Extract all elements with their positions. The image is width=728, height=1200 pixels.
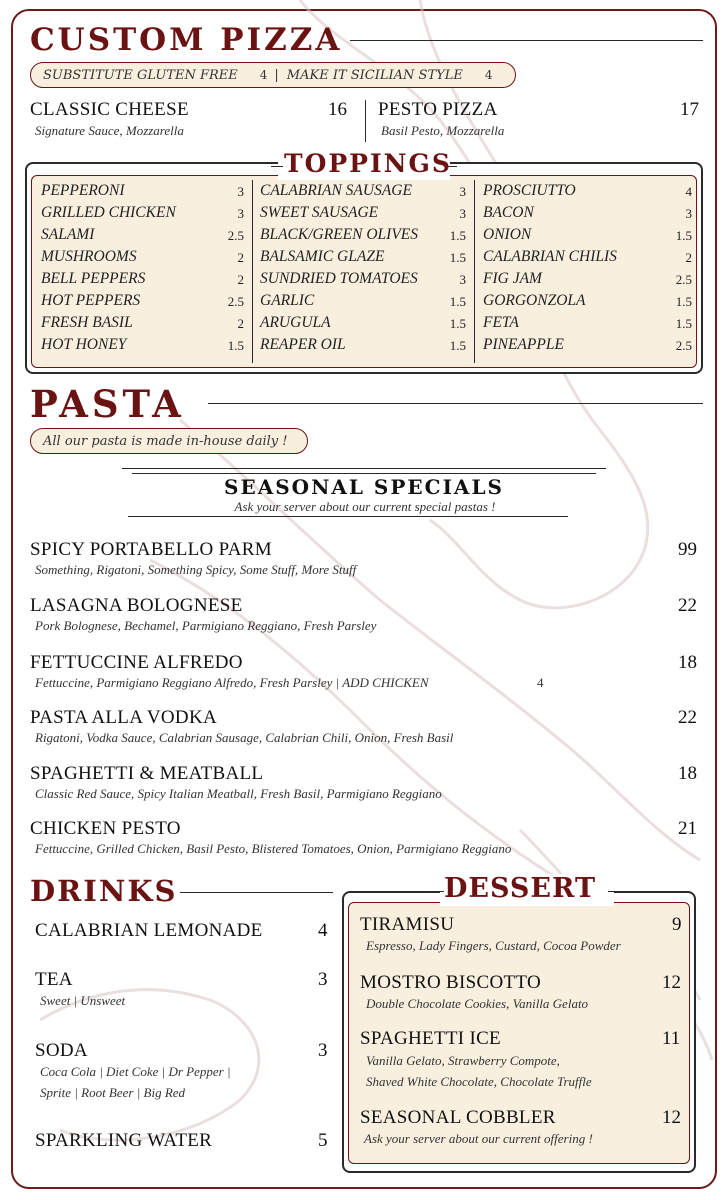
dessert-desc: Vanilla Gelato, Strawberry Compote, [366, 1053, 560, 1068]
dessert-name: TIRAMISU [360, 914, 455, 935]
dessert-price: 9 [672, 914, 682, 935]
pizza-name: PESTO PIZZA [378, 99, 498, 120]
drink-desc: Sweet | Unsweet [40, 993, 126, 1008]
drinks-heading-rule [180, 892, 333, 893]
topping-name: FIG JAM [483, 270, 542, 287]
pasta-name: PASTA ALLA VODKA [30, 707, 217, 728]
pasta-desc: Classic Red Sauce, Spicy Italian Meatball, Fresh Basil, Parmigiano Reggiano [35, 786, 442, 801]
topping-price: 1.5 [449, 250, 466, 265]
pasta-desc: Rigatoni, Vodka Sauce, Calabrian Sausage, Calabrian Chili, Onion, Fresh Basil [35, 730, 454, 745]
topping-price: 3 [237, 206, 244, 221]
pasta-price: 18 [678, 763, 697, 784]
dessert-heading: DESSERT [444, 873, 597, 904]
custom-pizza-heading-rule [350, 40, 703, 41]
drink-name: SODA [35, 1040, 88, 1061]
pasta-heading: PASTA [30, 382, 185, 426]
dessert-heading-rule-right [608, 891, 620, 892]
gluten-free-price: 4 [259, 68, 268, 82]
gluten-free-label: SUBSTITUTE GLUTEN FREE [43, 67, 238, 83]
pasta-price: 18 [678, 652, 697, 673]
dessert-desc: Espresso, Lady Fingers, Custard, Cocoa Powder [366, 938, 621, 953]
drink-price: 3 [318, 969, 328, 990]
topping-name: GARLIC [260, 292, 315, 309]
pasta-heading-rule [208, 403, 703, 404]
custom-pizza-heading: CUSTOM PIZZA [30, 22, 343, 58]
topping-name: PROSCIUTTO [483, 182, 576, 199]
topping-name: SWEET SAUSAGE [260, 204, 379, 221]
topping-name: BALSAMIC GLAZE [260, 248, 385, 265]
options-separator: | [274, 67, 279, 83]
topping-price: 2 [237, 272, 244, 287]
topping-price: 2 [237, 250, 244, 265]
topping-name: GRILLED CHICKEN [41, 204, 176, 221]
seasonal-specials-heading: SEASONAL SPECIALS [224, 475, 504, 499]
pasta-desc: Pork Bolognese, Bechamel, Parmigiano Reggiano, Fresh Parsley [35, 618, 377, 633]
dessert-name: MOSTRO BISCOTTO [360, 972, 541, 993]
toppings-heading-rule-left [271, 166, 283, 167]
pasta-price: 22 [678, 595, 697, 616]
dessert-name: SEASONAL COBBLER [360, 1107, 556, 1128]
topping-price: 1.5 [449, 294, 466, 309]
topping-name: BELL PEPPERS [41, 270, 146, 287]
pasta-price: 22 [678, 707, 697, 728]
drink-price: 4 [318, 920, 328, 941]
drink-name: SPARKLING WATER [35, 1130, 213, 1151]
pasta-price: 21 [678, 818, 697, 839]
topping-price: 1.5 [449, 316, 466, 331]
pizza-price: 16 [328, 99, 347, 120]
pasta-addon-price: 4 [537, 675, 544, 690]
topping-name: BLACK/GREEN OLIVES [260, 226, 419, 243]
topping-price: 2.5 [675, 272, 692, 287]
topping-price: 1.5 [227, 338, 244, 353]
drink-name: TEA [35, 969, 73, 990]
dessert-price: 12 [662, 1107, 681, 1128]
topping-name: ONION [483, 226, 532, 243]
topping-price: 3 [459, 184, 466, 199]
dessert-heading-rule-left [432, 891, 444, 892]
topping-name: PEPPERONI [41, 182, 125, 199]
topping-name: SALAMI [41, 226, 95, 243]
dessert-price: 11 [662, 1028, 681, 1049]
topping-price: 3 [237, 184, 244, 199]
topping-price: 1.5 [449, 228, 466, 243]
drink-price: 3 [318, 1040, 328, 1061]
toppings-col-divider [474, 180, 475, 363]
sicilian-style-price: 4 [484, 68, 493, 82]
pasta-note: All our pasta is made in-house daily ! [43, 433, 288, 449]
topping-price: 1.5 [675, 228, 692, 243]
topping-name: HOT HONEY [41, 336, 127, 353]
drinks-heading: DRINKS [30, 874, 178, 908]
drink-desc: Sprite | Root Beer | Big Red [40, 1085, 186, 1100]
pizza-divider [365, 100, 366, 142]
topping-price: 3 [459, 272, 466, 287]
topping-name: MUSHROOMS [41, 248, 137, 265]
topping-price: 2.5 [675, 338, 692, 353]
topping-name: ARUGULA [260, 314, 331, 331]
seasonal-rule-top [122, 468, 606, 469]
topping-price: 1.5 [675, 294, 692, 309]
topping-name: REAPER OIL [260, 336, 346, 353]
pizza-name: CLASSIC CHEESE [30, 99, 189, 120]
pasta-name: FETTUCCINE ALFREDO [30, 652, 243, 673]
pizza-desc: Basil Pesto, Mozzarella [381, 123, 505, 138]
pasta-desc: Fettuccine, Grilled Chicken, Basil Pesto, Blistered Tomatoes, Onion, Parmigiano Reggiano [35, 841, 512, 856]
toppings-heading: TOPPINGS [284, 149, 452, 178]
dessert-desc: Double Chocolate Cookies, Vanilla Gelato [366, 996, 589, 1011]
topping-name: FETA [483, 314, 519, 331]
seasonal-rule-bottom [128, 516, 568, 517]
topping-name: BACON [483, 204, 534, 221]
topping-price: 2 [685, 250, 692, 265]
dessert-desc: Ask your server about our current offering ! [364, 1131, 593, 1146]
seasonal-rule-top [132, 473, 596, 474]
topping-name: CALABRIAN SAUSAGE [260, 182, 412, 199]
topping-price: 3 [459, 206, 466, 221]
topping-name: HOT PEPPERS [41, 292, 141, 309]
drink-name: CALABRIAN LEMONADE [35, 920, 263, 941]
topping-name: SUNDRIED TOMATOES [260, 270, 418, 287]
topping-name: PINEAPPLE [483, 336, 564, 353]
topping-name: CALABRIAN CHILIS [483, 248, 617, 265]
pizza-price: 17 [680, 99, 699, 120]
toppings-col-divider [252, 180, 253, 363]
drink-desc: Coca Cola | Diet Coke | Dr Pepper | [40, 1064, 231, 1079]
dessert-desc: Shaved White Chocolate, Chocolate Truffle [366, 1074, 592, 1089]
dessert-price: 12 [662, 972, 681, 993]
topping-name: GORGONZOLA [483, 292, 586, 309]
topping-price: 3 [685, 206, 692, 221]
topping-price: 2 [237, 316, 244, 331]
topping-price: 1.5 [449, 338, 466, 353]
pasta-name: SPICY PORTABELLO PARM [30, 539, 272, 560]
topping-name: FRESH BASIL [41, 314, 133, 331]
sicilian-style-label: MAKE IT SICILIAN STYLE [286, 67, 463, 83]
seasonal-specials-sub: Ask your server about our current special pastas ! [234, 499, 496, 514]
dessert-name: SPAGHETTI ICE [360, 1028, 501, 1049]
topping-price: 4 [685, 184, 692, 199]
pasta-name: CHICKEN PESTO [30, 818, 181, 839]
pasta-note-pill [30, 428, 308, 454]
topping-price: 1.5 [675, 316, 692, 331]
pasta-desc: Fettuccine, Parmigiano Reggiano Alfredo, Fresh Parsley | ADD CHICKEN [35, 675, 429, 690]
pasta-name: SPAGHETTI & MEATBALL [30, 763, 264, 784]
pizza-options-pill [30, 62, 516, 88]
topping-price: 2.5 [227, 294, 244, 309]
pasta-desc: Something, Rigatoni, Something Spicy, Some Stuff, More Stuff [35, 562, 357, 577]
pasta-name: LASAGNA BOLOGNESE [30, 595, 243, 616]
drink-price: 5 [318, 1130, 328, 1151]
pizza-desc: Signature Sauce, Mozzarella [35, 123, 184, 138]
topping-price: 2.5 [227, 228, 244, 243]
pasta-price: 99 [678, 539, 697, 560]
